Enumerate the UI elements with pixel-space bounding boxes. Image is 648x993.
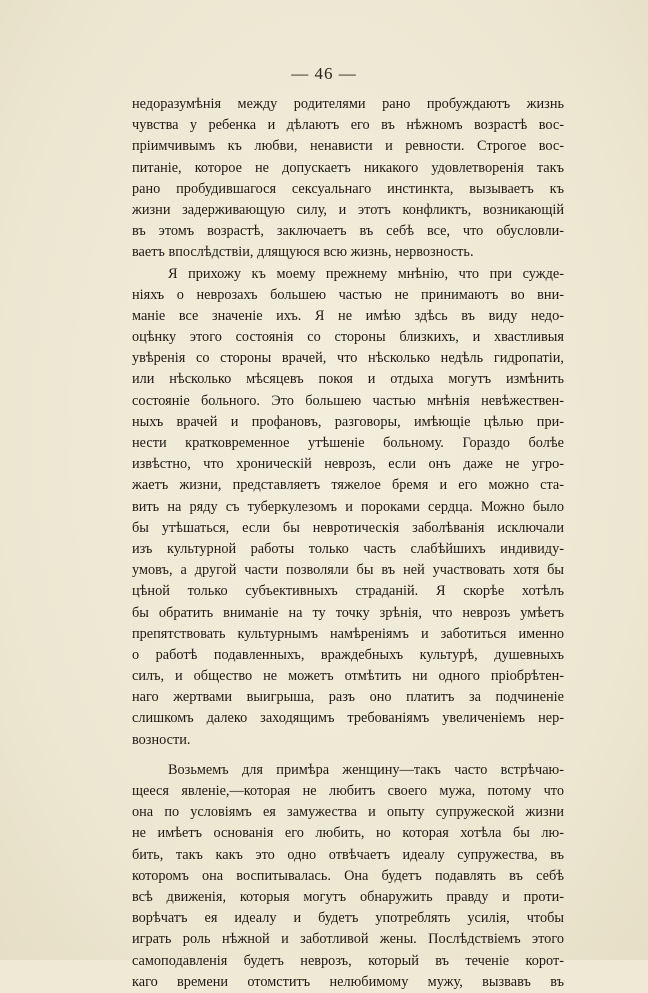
text-line: жизни задерживающую силу, и этотъ конфликтъ, возникающій [132, 201, 564, 218]
text-line: ныхъ врачей и профановъ, разговоры, имѣющіе цѣлью при- [132, 413, 564, 430]
text-line: питаніе, которое не допускаетъ никакого удовлетворенія такъ [132, 159, 564, 176]
text-line: бы утѣшаться, если бы невротическія заболѣванія исключали [132, 519, 564, 536]
text-line: недоразумѣнія между родителями рано пробуждаютъ жизнь [132, 96, 564, 112]
text-line: состояніе больного. Это большею частью мнѣнія невѣжествен- [132, 392, 564, 409]
text-line: увѣренія со стороны врачей, что нѣсколько недѣль гидропатіи, [132, 350, 564, 367]
paragraph [132, 760, 564, 993]
text-line: Я прихожу къ моему прежнему мнѣнію, что при сужде- [168, 265, 564, 282]
text-line: самоподавленія будетъ неврозъ, который въ теченіе корот- [132, 952, 564, 969]
paragraph-gap [132, 751, 564, 760]
text-line: играть роль нѣжной и заботливой жены. Послѣдствіемъ этого [132, 931, 564, 948]
text-line: всѣ движенія, которыя могутъ обнаружить правду и проти- [132, 888, 564, 905]
page-number: — 46 — [291, 64, 357, 83]
text-line: умовъ, а другой части позволяли бы въ ней участвовать хотя бы [132, 562, 564, 579]
text-line: извѣстно, что хроническій неврозъ, если онъ даже не угро- [132, 456, 564, 473]
text-line: не имѣетъ основанія его любить, но которая хотѣла бы лю- [132, 825, 564, 842]
text-line: бить, такъ какъ это одно отвѣчаетъ идеалу супружества, въ [132, 846, 564, 863]
text-line: которомъ она воспитывалась. Она будетъ подавлять въ себѣ [132, 867, 564, 884]
text-line: слишкомъ далеко заходящимъ требованіямъ увеличеніемъ нер- [132, 710, 564, 727]
text-line: бы обратить вниманіе на ту точку зрѣнія, что неврозъ умѣетъ [132, 604, 564, 621]
text-line: изъ культурной работы только часть слабѣйшихъ индивиду- [132, 540, 564, 557]
text-line: ніяхъ о неврозахъ большею частью не принимаютъ во вни- [132, 286, 564, 303]
text-line: или нѣсколько мѣсяцевъ покоя и отдыха могутъ измѣнить [132, 371, 564, 388]
text-line: рано пробудившагося сексуальнаго инстинкта, вызываетъ къ [132, 180, 564, 197]
paragraph [132, 94, 564, 264]
text-line: въ этомъ возрастѣ, заключаетъ въ себѣ все, что обусловли- [132, 223, 564, 240]
paragraph [132, 264, 564, 751]
text-line: ваетъ впослѣдствіи, длящуюся всю жизнь, нервозность. [132, 244, 474, 261]
text-line: чувства у ребенка и дѣлаютъ его въ нѣжномъ возрастѣ вос- [132, 117, 564, 134]
text-line: вить на ряду съ туберкулезомъ и пороками сердца. Можно было [132, 498, 564, 515]
text-line: щееся явленіе,—которая не любитъ своего мужа, потому что [132, 783, 564, 799]
text-line: Возьмемъ для примѣра женщину—такъ часто встрѣчаю- [168, 761, 564, 778]
text-line: ворѣчатъ ея идеалу и будетъ употреблять усилія, чтобы [132, 910, 564, 927]
text-line: наго жертвами выигрыша, разъ оно платитъ за подчиненіе [132, 689, 564, 706]
text-line: жаетъ жизни, представляетъ тяжелое бремя и его можно ста- [132, 477, 564, 494]
body-text [132, 94, 564, 993]
text-line: маніе все значеніе ихъ. Я не имѣю здѣсь въ виду недо- [132, 307, 564, 324]
text-line: оцѣнку этого состоянія со стороны близкихъ, и хвастливыя [132, 329, 564, 346]
text-line: возности. [132, 731, 191, 748]
text-line: каго времени отомститъ нелюбимому мужу, вызвавъ въ [132, 973, 564, 990]
text-line: нести кратковременное утѣшеніе больному. Гораздо болѣе [132, 435, 564, 451]
text-line: цѣной только субъективныхъ страданій. Я скорѣе хотѣлъ [132, 583, 564, 600]
text-line: пріимчивымъ къ любви, ненависти и ревности. Строгое вос- [132, 138, 564, 155]
text-line: она по условіямъ ея замужества и опыту супружеской жизни [132, 804, 564, 821]
text-line: о работѣ подавленныхъ, враждебныхъ культурѣ, душевныхъ [132, 646, 564, 663]
text-line: препятствовать культурнымъ намѣреніямъ и заботиться именно [132, 625, 564, 642]
text-line: силъ, и общество не можетъ отмѣтить ни одного пріобрѣтен- [132, 668, 564, 685]
